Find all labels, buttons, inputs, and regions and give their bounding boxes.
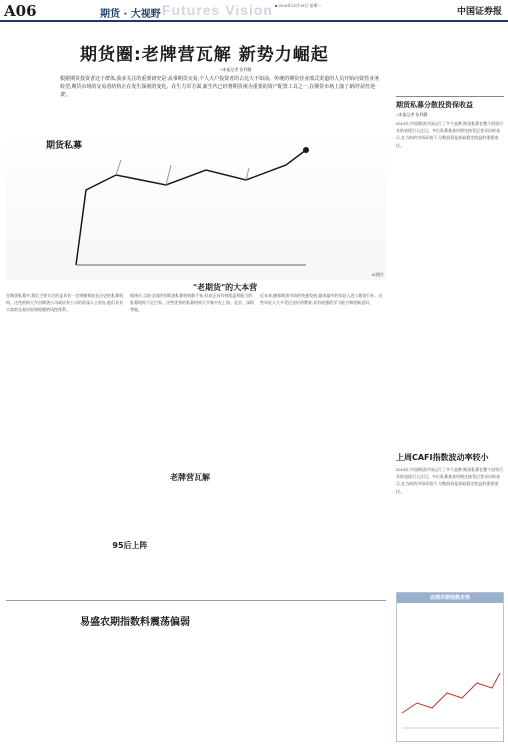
cafi-headline: 上周CAFI指数波动率较小	[396, 453, 489, 462]
divider	[6, 600, 386, 601]
chart-line-icon	[397, 603, 505, 743]
right-column-byline: □本报记者 张利静	[396, 112, 428, 117]
stock-figure-icon	[6, 130, 386, 280]
illustration	[6, 130, 386, 280]
subhead-old-futures: "老期货"的大本营	[192, 283, 258, 292]
main-byline: □本报记者 张利静	[220, 67, 252, 72]
right-column-text: 2014年,中国期货市场运行了多个品种,期货私募在整个投资行业的表现引人注目。多位私募基金经理在接受记者采访时表示,在当前的市场环境下,分散投资是获取稳定收益的重要途径。	[396, 121, 504, 148]
masthead: 中国证券报	[456, 7, 502, 17]
dateline: ■ 2014年12月15日 星期一	[275, 3, 322, 8]
cafi-text: 2014年,中国期货市场运行了多个品种,期货私募在整个投资行业的表现引人注目。多位私募基金经理在接受记者采访时表示,在当前的市场环境下,分散投资是获取稳定收益的重要途径。	[396, 467, 504, 494]
bottom-headline: 易盛农期指数料震荡偏弱	[80, 617, 190, 628]
index-chart-box	[396, 592, 504, 742]
page-header	[0, 0, 508, 22]
illustration-label: 期货私募	[46, 141, 83, 151]
column-text-2: 据统计,目前全国约有期货私募机构数千家,但真正具有持续盈利能力的私募机构不足百家。这些优秀的私募机构大多集中在上海、北京、深圳等地。	[130, 293, 254, 313]
section-title: 期货 · 大视野	[100, 9, 161, 20]
main-headline: 期货圈:老牌营瓦解 新势力崛起	[80, 45, 329, 65]
lead-paragraph: 根据期货投资者这个群体,我多关注的重要研究是:从事期货交易,个人大户投资者的占比大不如前。传统的期货营业部式渠道的人员开始向资管业务转型,期货市场的交易者结构正在发生深刻的变化。在生力军方面,新生代已经将期货视为重要的资产配置工具之一,在期货市场上演了新的'屌丝逆袭'。	[60, 76, 380, 98]
column-text-3: 近年来,随着期货市场的快速发展,越来越多的年轻人进入期货行业。这些年轻人大多受过良好的教育,具有较强的学习能力和创新意识。	[260, 293, 383, 306]
subhead-post95: 95后上阵	[112, 541, 148, 550]
illustration-caption: IC图片	[372, 272, 384, 277]
column-text-1: 在期货私募中,我们主要关注的是具有一定规模和较长历史的私募机构。这些机构大多由期货公司或证券公司的资深人士创办,他们具有丰富的交易经验和稳健的风控体系。	[6, 293, 124, 313]
section-wordmark: Futures Vision	[162, 2, 273, 18]
chart-title: 近期农期指数走势	[397, 593, 503, 603]
subhead-old-camp: 老牌营瓦解	[170, 473, 210, 482]
right-column-title: 期货私募分散投资保收益	[396, 96, 504, 110]
page-number: A06	[4, 2, 37, 20]
